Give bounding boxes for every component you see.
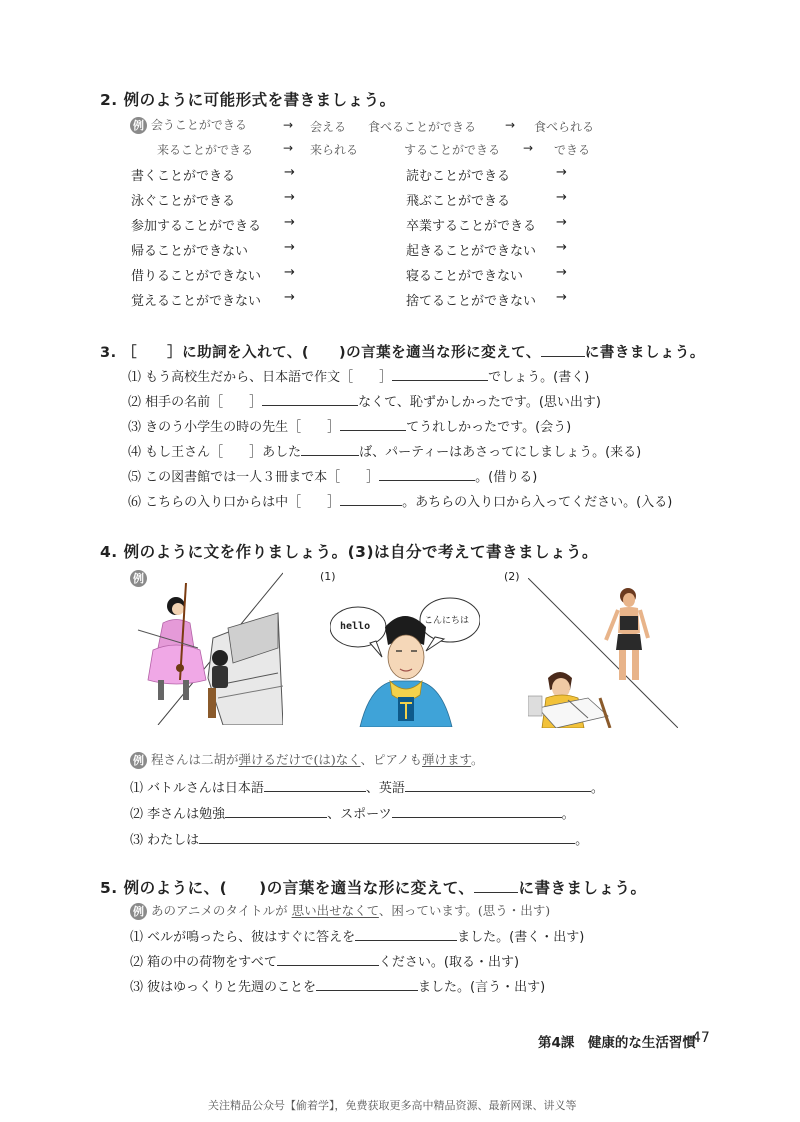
- row-text: ⑵ 李さんは勉強: [130, 807, 226, 822]
- answer-blank[interactable]: [541, 343, 585, 357]
- answer-blank[interactable]: [262, 392, 358, 406]
- exercise-row: [130, 951, 519, 970]
- example-text: 食べられる: [534, 120, 595, 134]
- section-4-heading: 4. 例のように文を作りましょう。(3)は自分で考えて書きましょう。: [100, 543, 599, 561]
- illustration-1: [330, 585, 480, 727]
- bubble-text-konnichiwa: こんにちは: [424, 616, 470, 626]
- arrow: →: [283, 118, 294, 132]
- exercise-item: 覚えることができない: [131, 294, 262, 309]
- row-text: ⑴ バトルさんは日本語: [130, 781, 264, 796]
- answer-blank[interactable]: [474, 879, 518, 893]
- row-text: 、英語: [365, 781, 405, 796]
- bubble-text-hello: hello: [340, 621, 371, 632]
- row-text: 。(借りる): [475, 470, 538, 485]
- arrow: →: [284, 165, 295, 180]
- row-text: ください。(取る・出す): [378, 955, 520, 970]
- illustration-2: [528, 578, 678, 728]
- row-text: ⑵ 箱の中の荷物をすべて: [130, 955, 277, 970]
- example-badge: 例: [130, 752, 147, 769]
- exercise-item: 起きることができない: [406, 244, 537, 259]
- answer-blank[interactable]: [277, 952, 379, 966]
- row-text: 、スポーツ: [327, 807, 392, 822]
- arrow: →: [556, 190, 567, 205]
- lesson-title: 第4課 健康的な生活習慣: [538, 1035, 696, 1051]
- answer-blank[interactable]: [301, 442, 359, 456]
- example-badge: 例: [130, 117, 147, 134]
- example-text: 食べることができる: [368, 120, 477, 134]
- example-underlined: 弾けます: [422, 752, 472, 767]
- exercise-row: [128, 441, 641, 460]
- answer-blank[interactable]: [405, 778, 591, 792]
- answer-blank[interactable]: [392, 804, 562, 818]
- answer-blank[interactable]: [340, 417, 406, 431]
- exercise-item: 借りることができない: [131, 269, 262, 284]
- illustration-label: (2): [504, 570, 520, 583]
- exercise-row: [128, 416, 571, 435]
- section-3-heading: [100, 341, 705, 362]
- example-sentence: [130, 901, 550, 920]
- exercise-row: [128, 491, 672, 510]
- page-number: 47: [692, 1030, 710, 1046]
- example-badge: 例: [130, 903, 147, 920]
- row-text: てうれしかったです。(会う): [406, 420, 572, 435]
- row-text: ⑶ わたしは: [130, 833, 200, 848]
- arrow: →: [505, 118, 516, 132]
- row-text: 。あちらの入り口から入ってください。(入る): [402, 495, 673, 510]
- heading-part: 5. 例のように、( )の言葉を適当な形に変えて、: [100, 879, 475, 897]
- example-text: できる: [554, 143, 591, 157]
- exercise-item: 参加することができる: [131, 219, 262, 234]
- answer-blank[interactable]: [225, 804, 327, 818]
- arrow: →: [556, 290, 567, 305]
- exercise-row: [128, 366, 589, 385]
- row-text: ⑸ この図書館では一人３冊まで本［ ］: [128, 470, 380, 485]
- arrow: →: [556, 240, 567, 255]
- arrow: →: [523, 141, 534, 155]
- row-text: ⑶ きのう小学生の時の先生［ ］: [128, 420, 341, 435]
- example-text: 程さんは二胡が: [150, 752, 239, 767]
- arrow: →: [283, 141, 294, 155]
- exercise-item: 卒業することができる: [406, 219, 537, 234]
- example-text: あのアニメのタイトルが: [150, 903, 288, 918]
- example-illustration: [128, 568, 283, 725]
- row-text: 。: [590, 781, 604, 796]
- example-sentence: [130, 750, 484, 769]
- row-text: ⑴ ベルが鳴ったら、彼はすぐに答えを: [130, 930, 356, 945]
- row-text: ば、パーティーはあさってにしましょう。(来る): [359, 445, 642, 460]
- row-text: ⑷ もし王さん［ ］あした: [128, 445, 302, 460]
- example-underlined: 思い出せなくて: [291, 903, 379, 918]
- arrow: →: [284, 265, 295, 280]
- example-text: 。: [471, 752, 484, 767]
- answer-blank[interactable]: [264, 778, 366, 792]
- arrow: →: [284, 240, 295, 255]
- arrow: →: [284, 190, 295, 205]
- heading-part: 3. ［ ］に助詞を入れて、( )の言葉を適当な形に変えて、: [100, 345, 541, 361]
- example-row-1: [130, 116, 247, 134]
- exercise-row: [130, 829, 588, 848]
- row-text: ⑶ 彼はゆっくりと先週のことを: [130, 980, 317, 995]
- answer-blank[interactable]: [355, 927, 457, 941]
- exercise-item: 飛ぶことができる: [406, 194, 511, 209]
- exercise-item: 書くことができる: [131, 169, 236, 184]
- example-underlined: 弾けるだけで(は)なく: [238, 752, 361, 767]
- example-text: 会うことができる: [150, 118, 247, 132]
- section-2-heading: 2. 例のように可能形式を書きましょう。: [100, 91, 396, 109]
- example-text: 来られる: [310, 143, 359, 157]
- exercise-row: [130, 803, 575, 822]
- row-text: なくて、恥ずかしかったです。(思い出す): [358, 395, 601, 410]
- arrow: →: [284, 215, 295, 230]
- example-text: 、困っています。(思う・出す): [378, 903, 551, 918]
- answer-blank[interactable]: [199, 830, 575, 844]
- row-text: 。: [575, 833, 589, 848]
- exercise-item: 泳ぐことができる: [131, 194, 236, 209]
- exercise-row: [130, 976, 545, 995]
- heading-part: に書きましょう。: [518, 879, 647, 897]
- arrow: →: [556, 165, 567, 180]
- example-text: することができる: [404, 143, 501, 157]
- row-text: ⑵ 相手の名前［ ］: [128, 395, 263, 410]
- row-text: 。: [561, 807, 575, 822]
- answer-blank[interactable]: [392, 367, 488, 381]
- exercise-item: 寝ることができない: [406, 269, 524, 284]
- section-5-heading: [100, 876, 646, 898]
- row-text: でしょう。(書く): [488, 370, 590, 385]
- example-text: 、ピアノも: [360, 752, 423, 767]
- answer-blank[interactable]: [340, 492, 402, 506]
- illustration-label: (1): [320, 570, 336, 583]
- row-text: ました。(書く・出す): [457, 930, 585, 945]
- row-text: ました。(言う・出す): [418, 980, 546, 995]
- exercise-item: 読むことができる: [406, 169, 511, 184]
- exercise-item: 捨てることができない: [406, 294, 537, 309]
- exercise-row: [130, 777, 604, 796]
- arrow: →: [284, 290, 295, 305]
- arrow: →: [556, 265, 567, 280]
- exercise-row: [128, 391, 601, 410]
- example-text: 来ることができる: [157, 143, 254, 157]
- example-text: 会える: [310, 120, 347, 134]
- exercise-row: [130, 926, 584, 945]
- row-text: ⑴ もう高校生だから、日本語で作文［ ］: [128, 370, 393, 385]
- exercise-item: 帰ることができない: [131, 244, 249, 259]
- arrow: →: [556, 215, 567, 230]
- exercise-row: [128, 466, 537, 485]
- watermark-text: 关注精品公众号【偷着学】，免费获取更多高中精品资源、最新网课、讲义等: [208, 1099, 577, 1112]
- answer-blank[interactable]: [379, 467, 475, 481]
- heading-part: に書きましょう。: [584, 345, 705, 361]
- example-badge: 例: [130, 570, 147, 587]
- answer-blank[interactable]: [316, 977, 418, 991]
- row-text: ⑹ こちらの入り口からは中［ ］: [128, 495, 341, 510]
